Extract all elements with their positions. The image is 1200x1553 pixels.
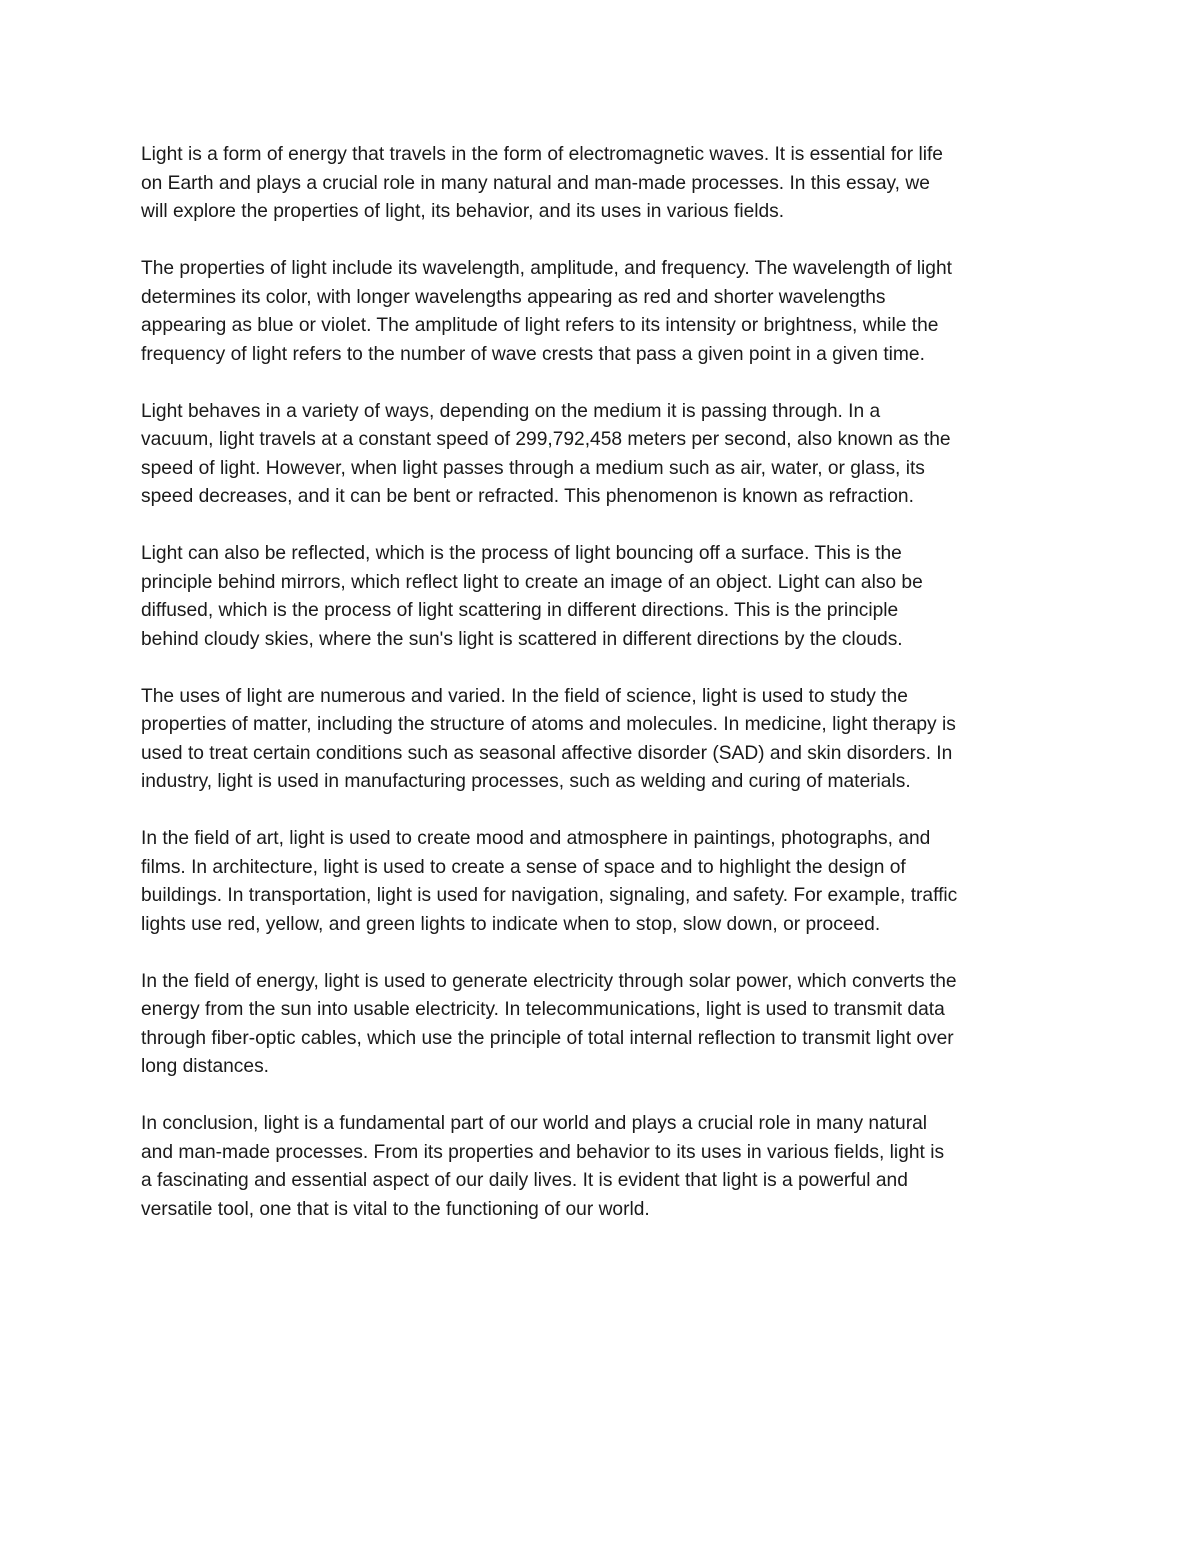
paragraph-conclusion: In conclusion, light is a fundamental part of our world and plays a crucial role in many natural and man-made processes. From its properties and behavior to its uses in various fields, light is a fascinating and essential aspect of our daily lives. It is evident that light is a powerful and versatile tool, one that is vital to the functioning of our world.	[141, 1113, 945, 1220]
paragraph-uses-energy: In the field of energy, light is used to generate electricity through solar power, which converts the energy from the sun into usable electricity. In telecommunications, light is used to transmit data through fiber-optic cables, which use the principle of total internal reflection to transmit light over long distances.	[141, 970, 957, 1077]
paragraph-properties: The properties of light include its wavelength, amplitude, and frequency. The wavelength of light determines its color, with longer wavelengths appearing as red and shorter wavelengths appearing as blue or violet. The amplitude of light refers to its intensity or brightness, while the frequency of light refers to the number of wave crests that pass a given point in a given time.	[141, 258, 952, 365]
paragraph-introduction: Light is a form of energy that travels in the form of electromagnetic waves. It is essential for life on Earth and plays a crucial role in many natural and man-made processes. In this essay, we will explore the properties of light, its behavior, and its uses in various fields.	[141, 144, 943, 222]
paragraph-reflection-diffusion: Light can also be reflected, which is the process of light bouncing off a surface. This is the principle behind mirrors, which reflect light to create an image of an object. Light can also be diffused, which is the process of light scattering in different directions. This is the principle behind cloudy skies, where the sun's light is scattered in different directions by the clouds.	[141, 543, 923, 650]
paragraph-uses-science: The uses of light are numerous and varied. In the field of science, light is used to study the properties of matter, including the structure of atoms and molecules. In medicine, light therapy is used to treat certain conditions such as seasonal affective disorder (SAD) and skin disorders. In industry, light is used in manufacturing processes, such as welding and curing of materials.	[141, 685, 956, 792]
paragraph-behavior: Light behaves in a variety of ways, depending on the medium it is passing through. In a vacuum, light travels at a constant speed of 299,792,458 meters per second, also known as the speed of light. However, when light passes through a medium such as air, water, or glass, its speed decreases, and it can be bent or refracted. This phenomenon is known as refraction.	[141, 400, 951, 507]
document-body	[141, 141, 1066, 1253]
paragraph-uses-art: In the field of art, light is used to create mood and atmosphere in paintings, photographs, and films. In architecture, light is used to create a sense of space and to highlight the design of buildings. In transportation, light is used for navigation, signaling, and safety. For example, traffic lights use red, yellow, and green lights to indicate when to stop, slow down, or proceed.	[141, 828, 958, 935]
